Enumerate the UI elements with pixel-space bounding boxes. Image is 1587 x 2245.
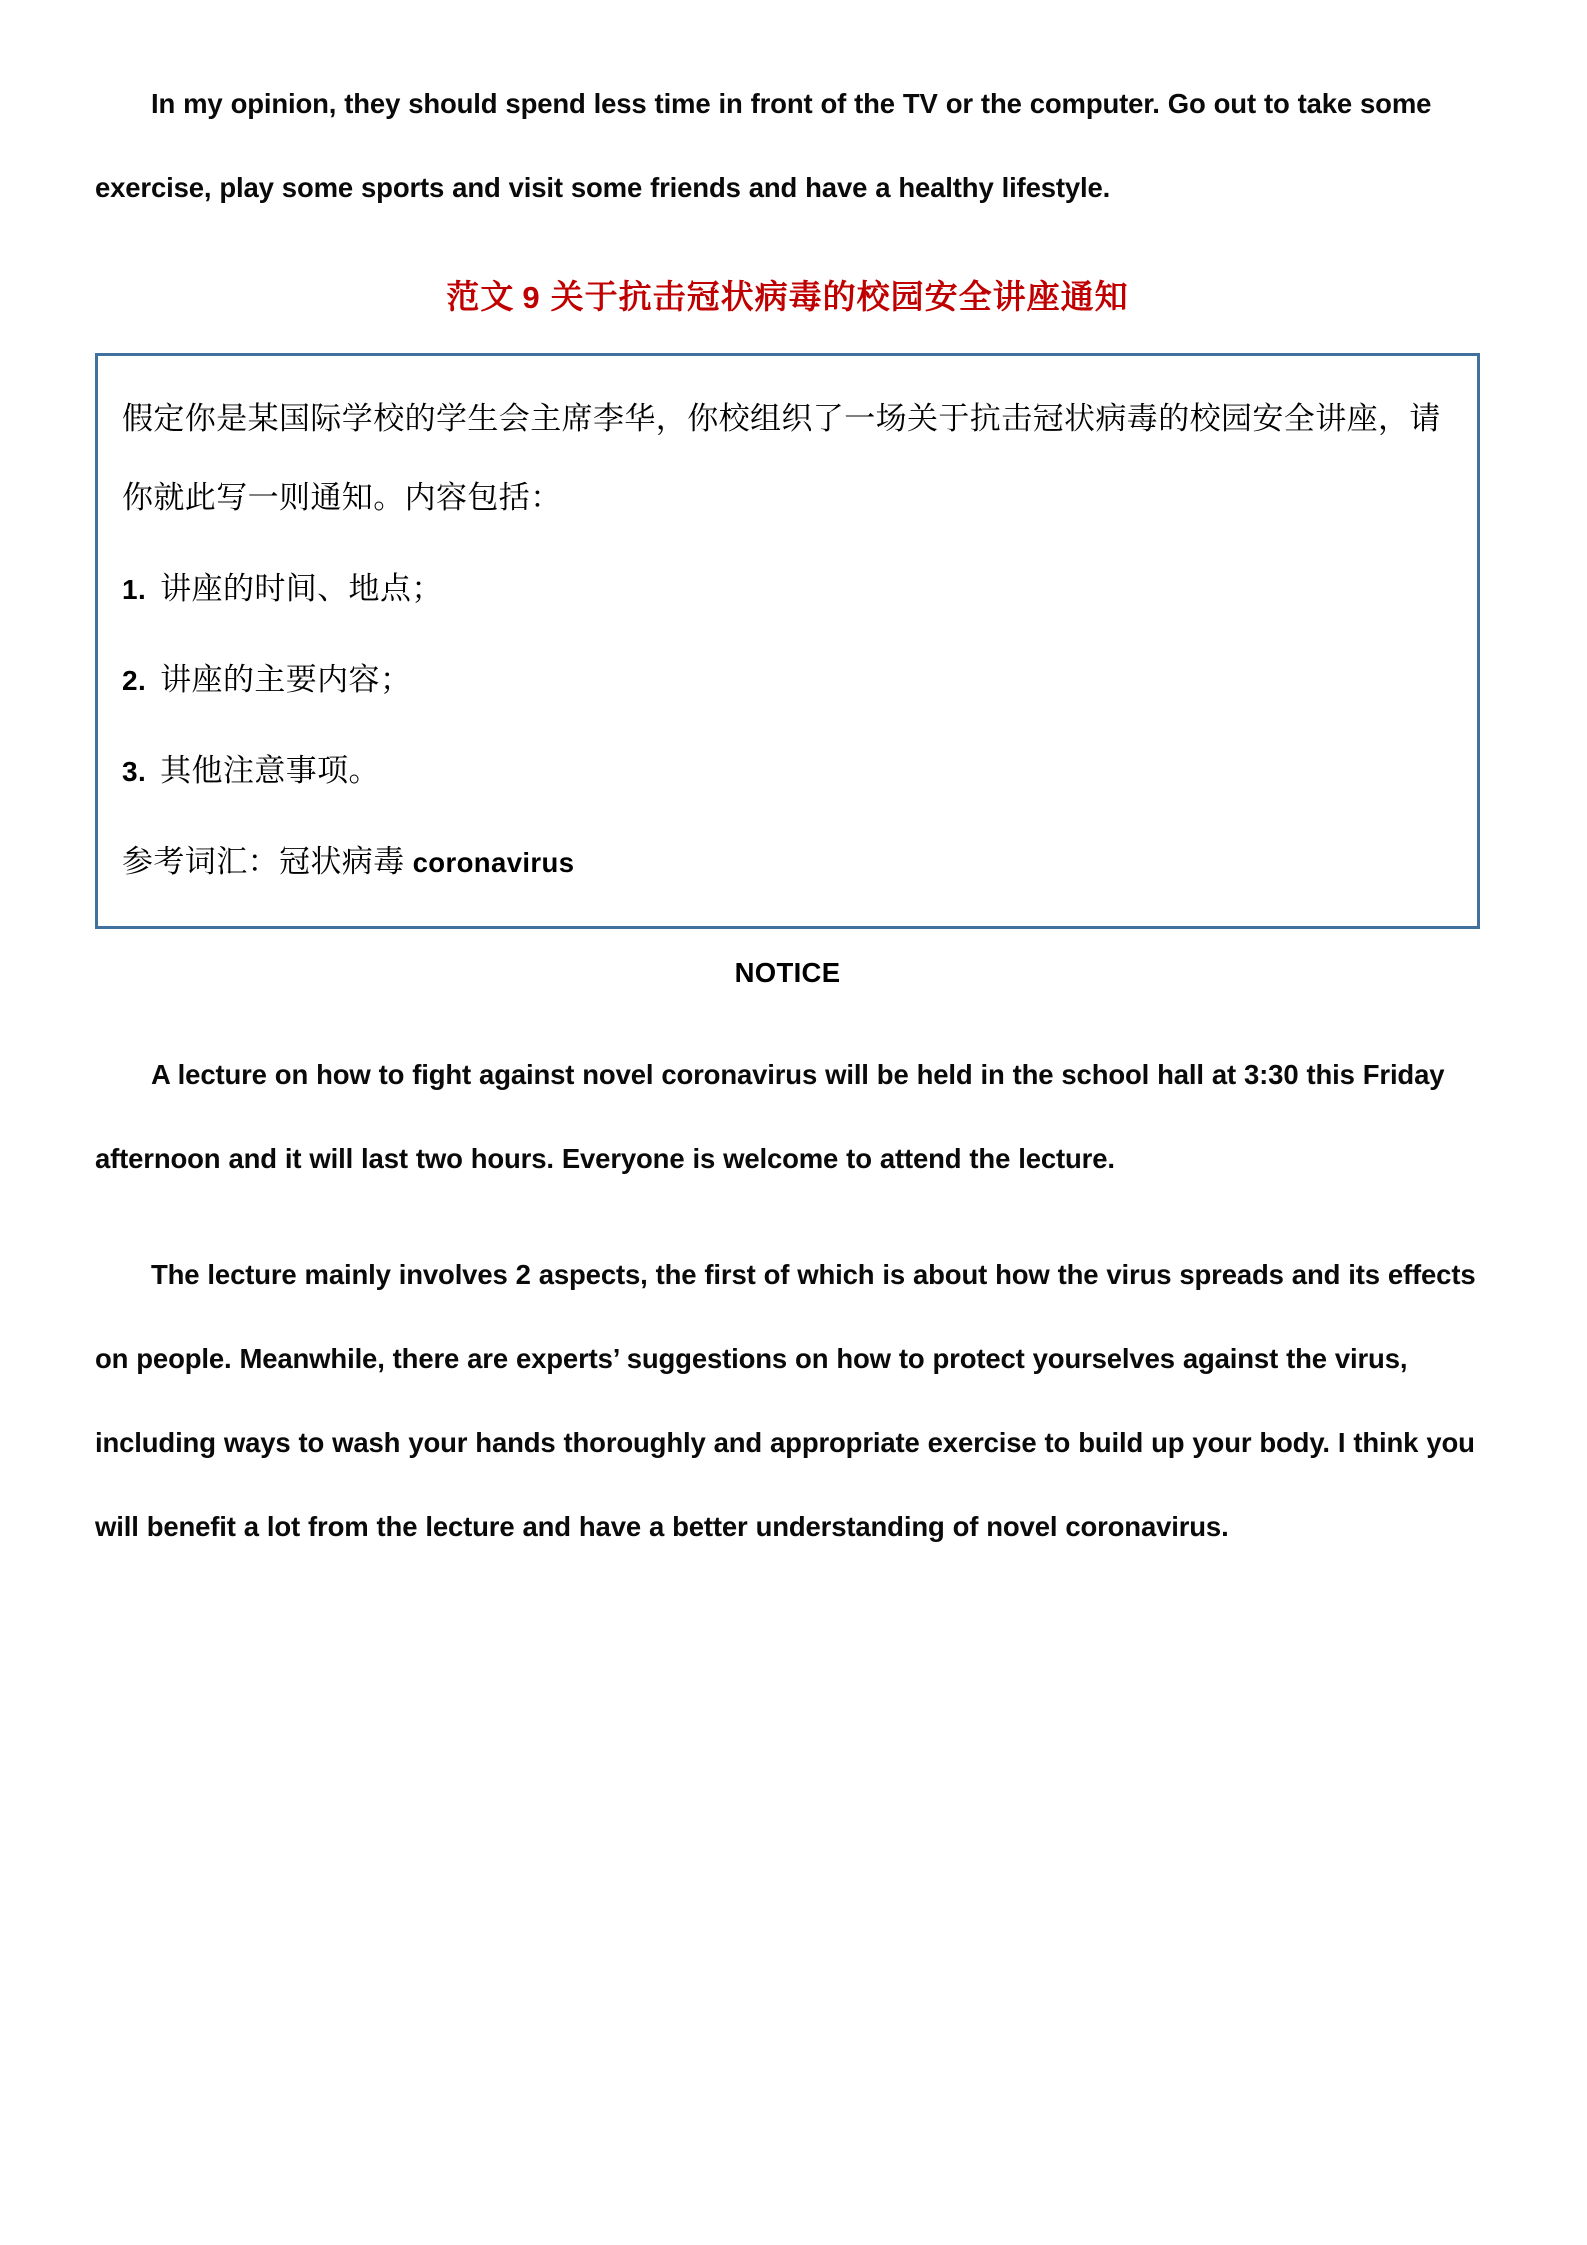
prompt-requirement-2 — [122, 641, 1451, 720]
vocabulary-label: 参考词汇：冠状病毒 — [122, 844, 405, 880]
requirement-text: 其他注意事项。 — [160, 753, 380, 789]
vocabulary-term: coronavirus — [412, 847, 575, 878]
requirement-marker: 3. — [122, 756, 147, 787]
section-heading-prefix: 范文 — [446, 277, 515, 316]
prompt-box — [95, 353, 1480, 929]
requirement-text: 讲座的主要内容； — [160, 662, 412, 698]
notice-heading: NOTICE — [734, 957, 841, 988]
requirement-marker: 1. — [122, 574, 147, 605]
section-heading — [95, 272, 1480, 323]
prompt-requirement-3 — [122, 732, 1451, 811]
requirement-marker: 2. — [122, 665, 147, 696]
prompt-requirement-1 — [122, 550, 1451, 629]
requirement-text: 讲座的时间、地点； — [160, 571, 443, 607]
intro-paragraph: In my opinion, they should spend less time in front of the TV or the computer. Go out to take some exercise, play some sports and visit some friends and have a healthy lifestyle. — [95, 88, 1432, 203]
prompt-vocabulary — [122, 823, 1451, 902]
notice-paragraph-2: The lecture mainly involves 2 aspects, the first of which is about how the virus spreads and its effects on people. Meanwhile, there are experts’ suggestions on how to protect yourselves against the virus, including ways to wash your hands thoroughly and appropriate exercise to build up your body. I think you will benefit a lot from the lecture and have a better understanding of novel coronavirus. — [95, 1259, 1476, 1542]
section-heading-number: 9 — [522, 280, 541, 315]
section-heading-title: 关于抗击冠状病毒的校园安全讲座通知 — [550, 277, 1129, 316]
prompt-intro-text: 假定你是某国际学校的学生会主席李华，你校组织了一场关于抗击冠状病毒的校园安全讲座，请你就此写一则通知。内容包括： — [122, 401, 1441, 516]
notice-paragraph-1: A lecture on how to fight against novel coronavirus will be held in the school hall at 3:30 this Friday afternoon and it will last two hours. Everyone is welcome to attend the lecture. — [95, 1059, 1445, 1174]
page-content — [95, 0, 1495, 1569]
